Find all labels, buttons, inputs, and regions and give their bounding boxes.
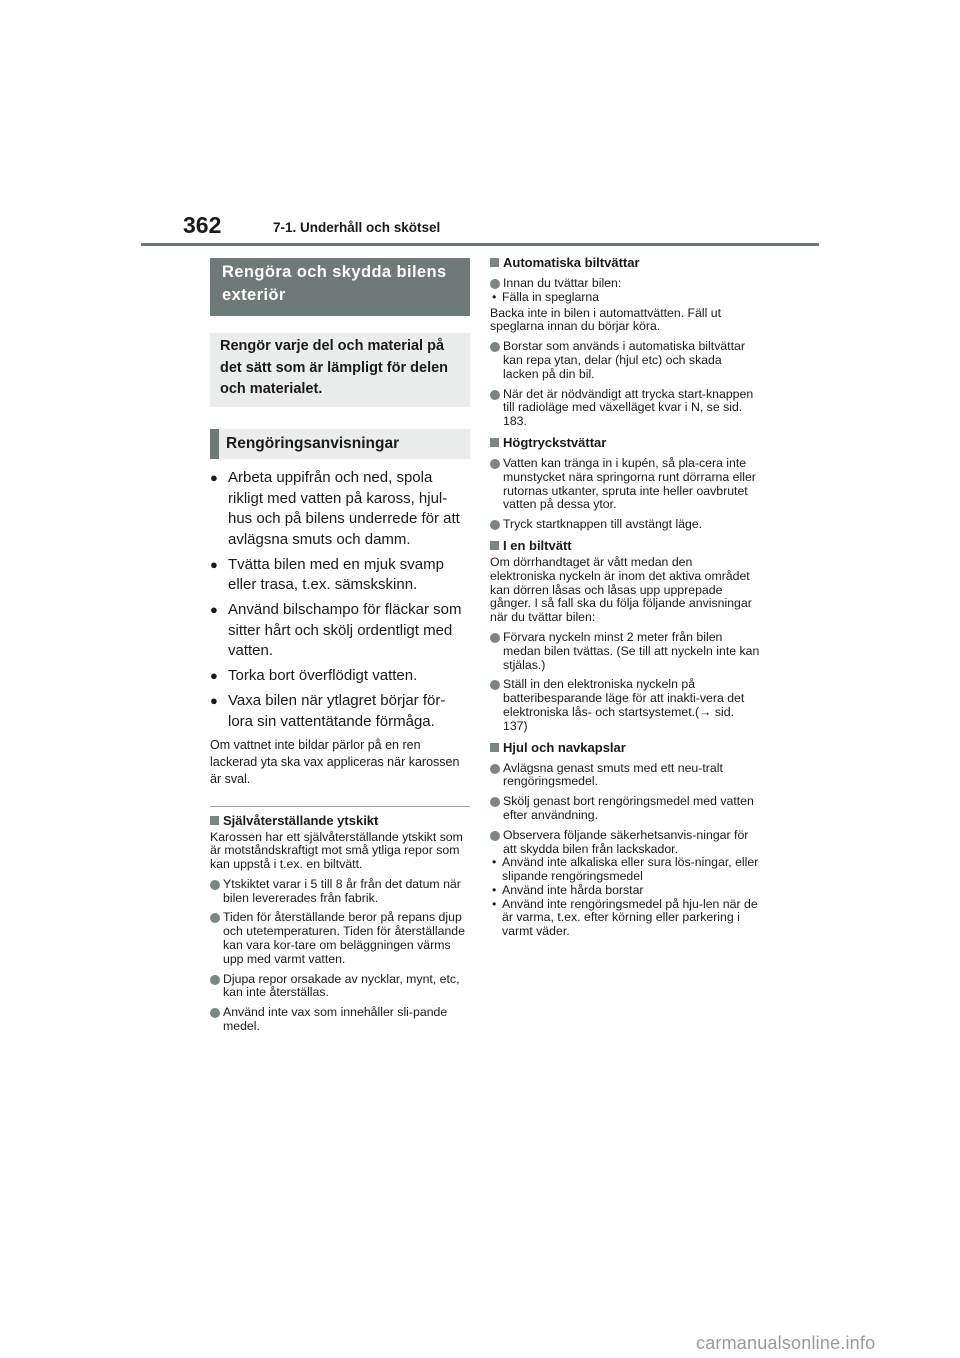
list-item: Observera följande säkerhetsanvis-ningar för att skydda bilen från lackskador. — [490, 829, 760, 857]
auto-wash-list — [490, 340, 760, 429]
list-item: Använd inte vax som innehåller sli-pande medel. — [210, 1006, 470, 1034]
bullet-icon: ● — [210, 602, 218, 617]
square-icon — [490, 743, 499, 752]
divider — [210, 806, 470, 807]
circle-bullet-icon — [490, 520, 500, 530]
auto-wash-heading: Automatiska biltvättar — [490, 255, 760, 271]
section-title: 7-1. Underhåll och skötsel — [273, 220, 441, 235]
bullet-icon: ● — [210, 668, 218, 683]
bullet-icon: ● — [210, 556, 218, 572]
dot-bullet-icon: • — [492, 289, 497, 304]
list-item: ● Använd bilschampo för fläckar som sitter hårt och skölj ordentligt med vatten. — [210, 601, 462, 659]
watermark: carmanualsonline.info — [696, 1333, 876, 1353]
wheels-heading: Hjul och navkapslar — [490, 740, 760, 756]
list-item: ● Arbeta uppifrån och ned, spola rikligt med vatten på kaross, hjul-hus och på bilens underrede för att avlägsna smuts och damm. — [210, 469, 460, 548]
self-restoring-list — [210, 878, 470, 1034]
list-item: Ställ in den elektroniska nyckeln på batteribesparande läge för att inakti-vera det elektroniska lås- och startsystemet.(→ sid. 137) — [490, 678, 760, 733]
chapter-title: Rengöra och skydda bilens exteriör — [210, 258, 470, 316]
circle-bullet-icon — [210, 913, 220, 923]
list-item: Skölj genast bort rengöringsmedel med vatten efter användning. — [490, 795, 760, 823]
self-restoring-text: Karossen har ett självåterställande ytskikt som är motståndskraftigt mot små ytliga repor som kan uppstå i t.ex. en biltvätt. — [210, 829, 463, 872]
square-icon — [490, 258, 499, 267]
page-number: 362 — [183, 212, 222, 238]
list-item: • Använd inte rengöringsmedel på hju-len när de är varma, t.ex. efter körning eller parkering i varmt väder. — [492, 896, 758, 939]
list-item: ● Tvätta bilen med en mjuk svamp eller trasa, t.ex. sämskskinn. — [210, 555, 444, 593]
list-item: Ytskiktet varar i 5 till 8 år från det datum när bilen levererades från fabrik. — [210, 878, 470, 906]
auto-wash-sub-list — [490, 291, 760, 305]
square-icon — [210, 816, 219, 825]
circle-bullet-icon — [490, 797, 500, 807]
car-wash-list — [490, 631, 760, 734]
right-column — [490, 255, 760, 939]
bullet-icon: ● — [210, 470, 218, 485]
wheels-list — [490, 762, 760, 857]
list-item: När det är nödvändigt att trycka start-knappen till radioläge med växelläget kvar i N, se sid. 183. — [490, 388, 760, 429]
circle-bullet-icon — [490, 764, 500, 774]
self-restoring-heading: Självåterställande ytskikt — [210, 813, 470, 829]
circle-bullet-icon — [490, 459, 500, 469]
car-wash-text: Om dörrhandtaget är vått medan den elektroniska nyckeln är inom det aktiva området kan dörren låsas och låsas upp upprepade gånger. I så fall ska du följa följande anvisningar när du tvättar bilen: — [490, 554, 752, 625]
wax-note: Om vattnet inte bildar pärlor på en ren lackerad yta ska vax appliceras när karossen är sval. — [210, 737, 460, 786]
high-pressure-list — [490, 457, 760, 532]
subheading: Rengöringsanvisningar — [210, 429, 470, 459]
circle-bullet-icon — [490, 633, 500, 643]
circle-bullet-icon — [490, 831, 500, 841]
lead-text: Rengör varje del och material på det sätt som är lämpligt för delen och materialet. — [210, 333, 470, 407]
list-item: ● Vaxa bilen när ytlagret börjar för-lora sin vattentätande förmåga. — [210, 692, 446, 730]
high-pressure-heading: Högtryckstvättar — [490, 435, 760, 451]
circle-bullet-icon — [490, 680, 500, 690]
auto-wash-text: Backa inte in bilen i automattvätten. Fäll ut speglarna innan du börjar köra. — [490, 305, 722, 334]
list-item: Tiden för återställande beror på repans djup och utetemperaturen. Tiden för återställande kan vara kor-tare om beläggningen värms upp med varmt vatten. — [210, 911, 470, 966]
list-item: Förvara nyckeln minst 2 meter från bilen medan bilen tvättas. (Se till att nyckeln inte kan stjälas.) — [490, 631, 760, 672]
dot-bullet-icon: • — [492, 882, 497, 897]
circle-bullet-icon — [210, 975, 220, 985]
circle-bullet-icon — [210, 880, 220, 890]
list-item: ● Torka bort överflödigt vatten. — [210, 666, 470, 687]
wheels-sub-list — [490, 856, 760, 939]
auto-wash-intro-list — [490, 277, 760, 291]
list-item: • Använd inte hårda borstar — [492, 882, 644, 897]
bullet-icon: ● — [210, 693, 218, 708]
left-column — [210, 258, 470, 1034]
cleaning-instructions-list — [210, 468, 470, 732]
circle-bullet-icon — [210, 1008, 220, 1018]
list-item: Avlägsna genast smuts med ett neu-tralt rengöringsmedel. — [490, 762, 760, 790]
list-item: Djupa repor orsakade av nycklar, mynt, etc, kan inte återställas. — [210, 973, 470, 1001]
header-rule — [141, 243, 819, 246]
square-icon — [490, 438, 499, 447]
square-icon — [490, 541, 499, 550]
list-item: Vatten kan tränga in i kupén, så pla-cera inte munstycket nära springorna runt dörrarna eller rutornas utkanter, spruta inte heller oavbrutet vatten på dessa ytor. — [490, 457, 760, 512]
car-wash-heading: I en biltvätt — [490, 538, 760, 554]
list-item: Innan du tvättar bilen: — [490, 277, 760, 291]
list-item: • Fälla in speglarna — [492, 289, 600, 304]
circle-bullet-icon — [490, 279, 500, 289]
list-item: Borstar som används i automatiska biltvättar kan repa ytan, delar (hjul etc) och skada lacken på din bil. — [490, 340, 760, 381]
dot-bullet-icon: • — [492, 896, 497, 911]
list-item: • Använd inte alkaliska eller sura lös-ningar, eller slipande rengöringsmedel — [492, 855, 759, 884]
circle-bullet-icon — [490, 342, 500, 352]
list-item: Tryck startknappen till avstängt läge. — [490, 518, 760, 532]
circle-bullet-icon — [490, 390, 500, 400]
dot-bullet-icon: • — [492, 855, 497, 870]
